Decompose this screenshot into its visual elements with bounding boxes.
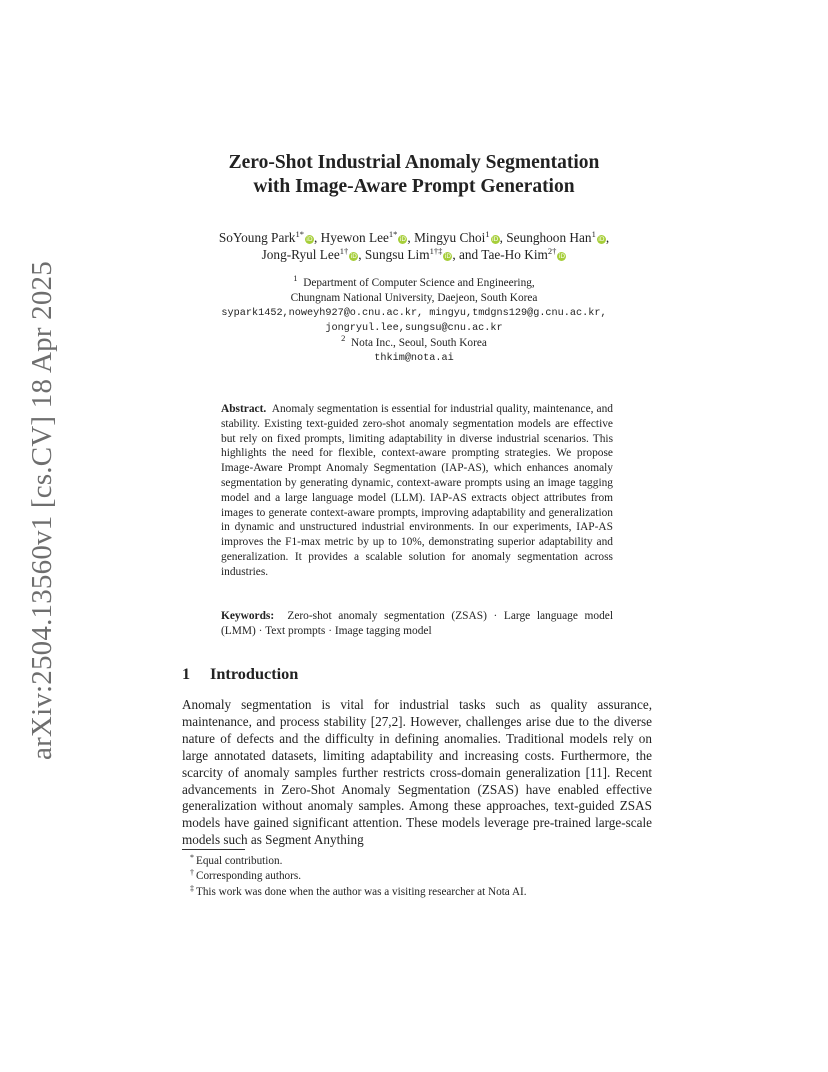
author-separator: , [499, 230, 507, 245]
author-affiliation-mark: 1†‡ [429, 246, 443, 256]
author-affiliation-mark: 1* [388, 229, 398, 239]
author-separator: , [407, 230, 415, 245]
author-name: Seunghoon Han [506, 230, 592, 245]
author-name: Hyewon Lee [320, 230, 389, 245]
affiliation-2-company: $^2$ Nota Inc., Seoul, South Korea [341, 333, 487, 349]
orcid-icon[interactable]: iD [444, 253, 451, 260]
author-name: Tae-Ho Kim [481, 247, 548, 262]
affiliation-2-email[interactable]: thkim@nota.ai [374, 353, 454, 364]
title-line-2: with Image-Aware Prompt Generation [253, 176, 575, 197]
affiliation-1-department: $^1$ Department of Computer Science and Engineering, [293, 273, 535, 289]
footnote: † Corresponding authors. [190, 868, 302, 883]
footnote: ‡ This work was done when the author was a visiting researcher at Nota AI. [190, 883, 527, 898]
author-affiliation-mark: 2† [547, 246, 557, 256]
footnote: * Equal contribution. [190, 853, 283, 867]
section-number: 1 [182, 664, 191, 683]
orcid-icon[interactable]: iD [558, 253, 566, 260]
affiliation-mark: 2 [341, 333, 346, 343]
section-title: Introduction [210, 664, 299, 683]
paper-title [0, 151, 828, 199]
keywords-label: Keywords: [221, 610, 275, 622]
author-affiliation-mark: 1 [485, 229, 490, 239]
author-line-2 [0, 246, 828, 263]
affiliations [0, 273, 828, 366]
title-line-1: Zero-Shot Industrial Anomaly Segmentation [228, 152, 600, 173]
affiliation-1-emails-cont[interactable]: jongryul.lee,sungsu@cnu.ac.kr [325, 323, 503, 334]
author-affiliation-mark: 1† [339, 246, 349, 256]
author-line-1 [0, 229, 828, 246]
abstract [221, 402, 613, 580]
author-name: Sungsu Lim [364, 247, 430, 262]
orcid-icon[interactable]: iD [306, 236, 313, 243]
affiliation-1-emails[interactable]: sypark1452,noweyh927@o.cnu.ac.kr, mingyu,tmdgns129@g.cnu.ac.kr, [221, 308, 607, 319]
author-affiliation-mark: 1* [295, 229, 304, 239]
keywords [221, 609, 613, 639]
author-list [0, 229, 828, 263]
footnote-text: This work was done when the author was a visiting researcher at Nota AI. [196, 885, 527, 898]
affiliation-mark: 1 [293, 273, 298, 283]
orcid-icon[interactable]: iD [350, 253, 357, 260]
affiliation-1-university: Chungnam National University, Daejeon, South Korea [290, 292, 538, 304]
keywords-text: Zero-shot anomaly segmentation (ZSAS) · Large language model (LMM) · Text prompts · Image tagging model [221, 610, 614, 637]
footnote-divider [182, 849, 245, 850]
author-name: Mingyu Choi [414, 230, 486, 245]
orcid-icon[interactable]: iD [598, 236, 605, 243]
abstract-text: Anomaly segmentation is essential for industrial quality, maintenance, and stability. Existing text-guided zero-shot anomaly segmentation models are effective but rely on fixed prompts, limiting adaptability in diverse industrial scenarios. This highlights the need for flexible, context-aware prompting strategies. We propose Image-Aware Prompt Anomaly Segmentation (IAP-AS), which enhances anomaly segmentation by generating dynamic, context-aware prompts using an image tagging model and a large language model (LLM). IAP-AS extracts object attributes from images to generate context-aware prompts, improving adaptability and generalization in dynamic and unstructured industrial environments. In our experiments, IAP-AS improves the F1-max metric by up to 10%, demonstrating superior adaptability and generalization. It provides a scalable solution for anomaly segmentation across industries. [221, 403, 613, 578]
footnote-text: Corresponding authors. [196, 870, 302, 883]
author-separator: , [605, 230, 610, 245]
author-name: SoYoung Park [218, 230, 296, 245]
author-separator: , and [452, 247, 482, 262]
author-name: Jong-Ryul Lee [261, 247, 340, 262]
orcid-icon[interactable]: iD [491, 236, 499, 243]
introduction-paragraph: Anomaly segmentation is vital for industrial tasks such as quality assurance, maintenance, and process stability [27,2]. However, challenges arise due to the diverse nature of defects and the difficulty in defining anomalies. Traditional models rely on large annotated datasets, limiting adaptability and increasing costs. Furthermore, the scarcity of anomaly samples further restricts cross-domain generalization [11]. Recent advancements in Zero-Shot Anomaly Segmentation (ZSAS) have enabled effective generalization without anomaly samples. Among these approaches, text-guided ZSAS models have gained significant attention. These models leverage pre-trained large-scale models such as Segment Anything [182, 697, 652, 848]
author-affiliation-mark: 1 [591, 229, 596, 239]
footnotes [182, 854, 652, 900]
arxiv-identifier: arXiv:2504.13560v1 [cs.CV] 18 Apr 2025 [26, 261, 58, 760]
section-heading [182, 664, 298, 684]
orcid-icon[interactable]: iD [399, 236, 407, 243]
author-separator: , [313, 230, 321, 245]
abstract-label: Abstract. [221, 403, 267, 415]
author-separator: , [358, 247, 365, 262]
footnote-text: Equal contribution. [196, 855, 283, 867]
